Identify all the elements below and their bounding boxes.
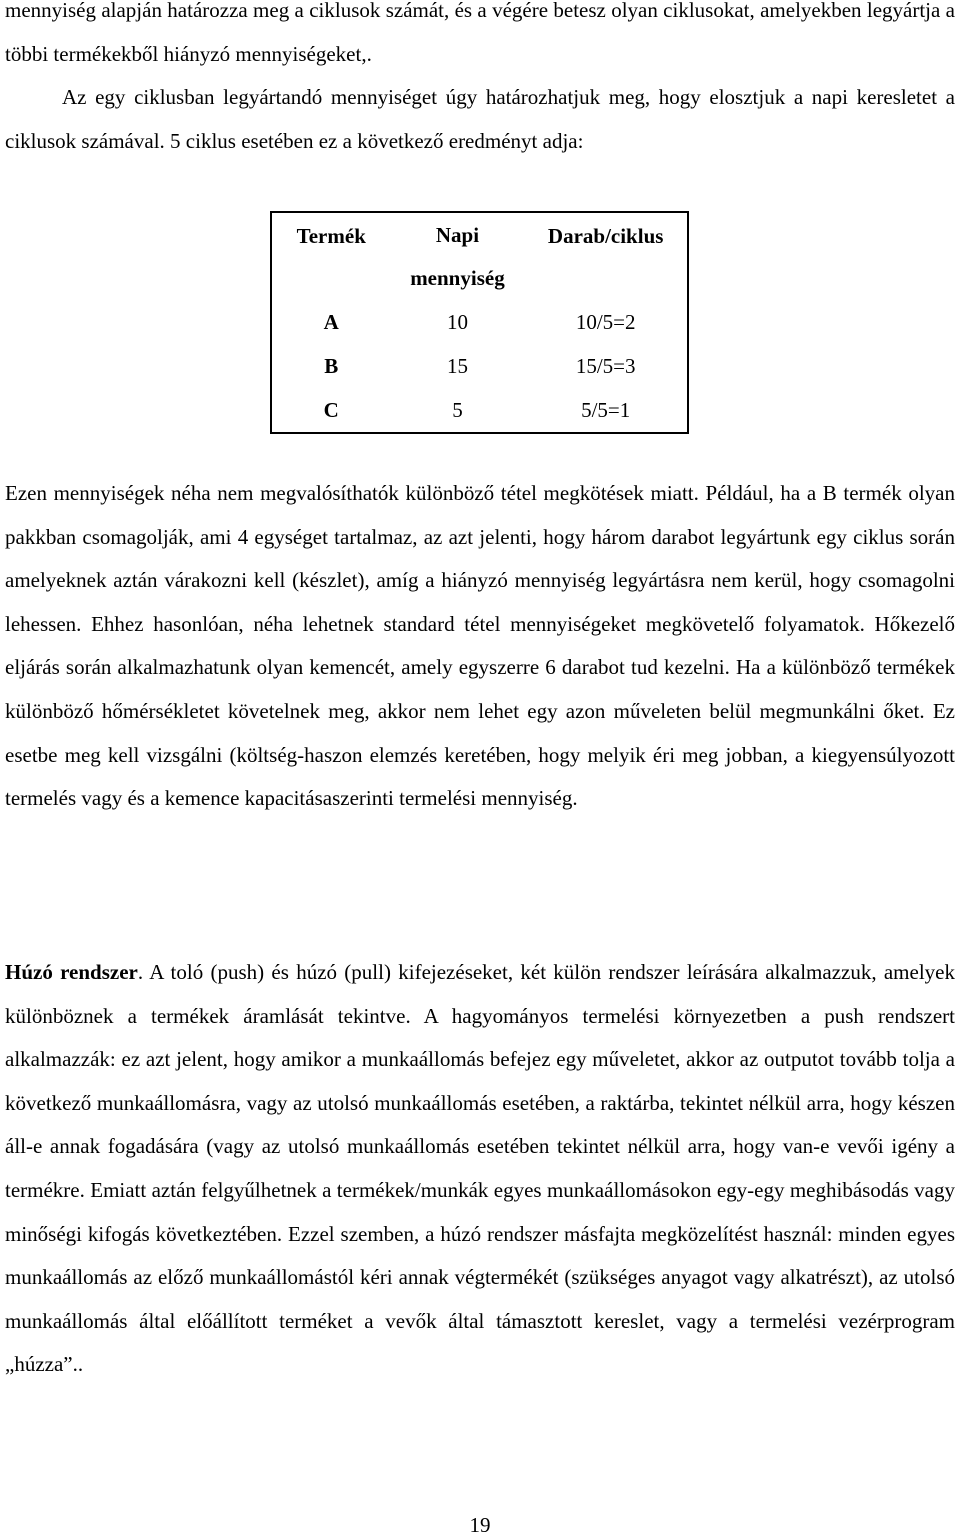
header-daily-line2: mennyiség (410, 265, 505, 290)
page-number: 19 (469, 1513, 491, 1537)
table-row (271, 344, 688, 388)
paragraph-intro-continuation: mennyiség alapján határozza meg a ciklusok számát, és a végére betesz olyan ciklusokat, amelyekben legyártja a többi termékekből hiányzó mennyiségeket,. (5, 0, 955, 66)
cell-per-cycle: 5/5=1 (581, 397, 631, 422)
cell-daily: 5 (452, 397, 463, 422)
paragraph-cycle-quantity: Az egy ciklusban legyártandó mennyiséget úgy határozhatjuk meg, hogy elosztjuk a napi keresletet a ciklusok számával. 5 ciklus esetében ez a következő eredményt adja: (5, 85, 955, 153)
header-product: Termék (296, 224, 366, 248)
table-row (271, 388, 688, 433)
cell-product: C (323, 397, 339, 422)
cell-per-cycle: 10/5=2 (575, 309, 636, 334)
paragraph-batch-constraints: Ezen mennyiségek néha nem megvalósíthatók különböző tétel megkötések miatt. Például, ha a B termék olyan pakkban csomagolják, ami 4 egységet tartalmaz, az azt jelenti, hogy három darabot legyártunk egy ciklus során amelyeknek aztán várakozni kell (készlet), amíg a hiányzó mennyiség legyártásra nem kerül, hogy csomagolni lehessen. Ehhez hasonlóan, néha lehetnek standard tétel mennyiségeket megkövetelő folyamatok. Hőkezelő eljárás során alkalmazhatunk olyan kemencét, amely egyszerre 6 darabot tud kezelni. Ha a különböző termékek különböző hőmérsékletet követelnek meg, akkor nem lehet egy azon műveleten belül megmunkálni őket. Ez esetbe meg kell vizsgálni (költség-haszon elemzés keretében, hogy melyik éri meg jobban, a kiegyensúlyozott termelés vagy és a kemence kapacitásaszerinti termelési mennyiség. (5, 481, 955, 811)
cell-daily: 10 (446, 309, 468, 334)
section-heading-pull-system: Húzó rendszer (5, 960, 138, 984)
table-row (271, 301, 688, 345)
cycle-quantity-table (270, 211, 689, 434)
table-header-row (271, 212, 688, 301)
cell-per-cycle: 15/5=3 (575, 353, 636, 378)
header-per-cycle: Darab/ciklus (547, 224, 664, 248)
cell-daily: 15 (446, 353, 468, 378)
header-daily-line1: Napi (435, 222, 480, 247)
paragraph-pull-system (5, 951, 955, 1387)
paragraph-pull-system-body: . A toló (push) és húzó (pull) kifejezéseket, két külön rendszer leírására alkalmazzuk, amelyek különböznek a termékek áramlását tekintve. A hagyományos termelési környezetben a push rendszert alkalmazzák: ez azt jelent, hogy amikor a munkaállomás befejez egy műveletet, akkor az outputot tovább tolja a következő munkaállomásra, vagy az utolsó munkaállomás esetében, a raktárba, tekintet nélkül arra, hogy készen áll-e annak fogadására (vagy az utolsó munkaállomás esetében tekintet nélkül arra, hogy van-e vevői igény a termékre. Emiatt aztán felgyűlhetnek a termékek/munkák egyes munkaállomásokon egy-egy meghibásodás vagy minőségi kifogás következtében. Ezzel szemben, a húzó rendszer másfajta megközelítést használ: minden egyes munkaállomás az előző munkaállomástól kéri annak végtermékét (szükséges anyagot vagy alkatrészt), az utolsó munkaállomás által előállított terméket a vevők által támasztott kereslet, vagy a termelési vezérprogram „húzza”.. (5, 960, 955, 1377)
header-daily-quantity (391, 212, 525, 301)
cell-product: B (324, 353, 339, 378)
cell-product: A (323, 309, 339, 334)
